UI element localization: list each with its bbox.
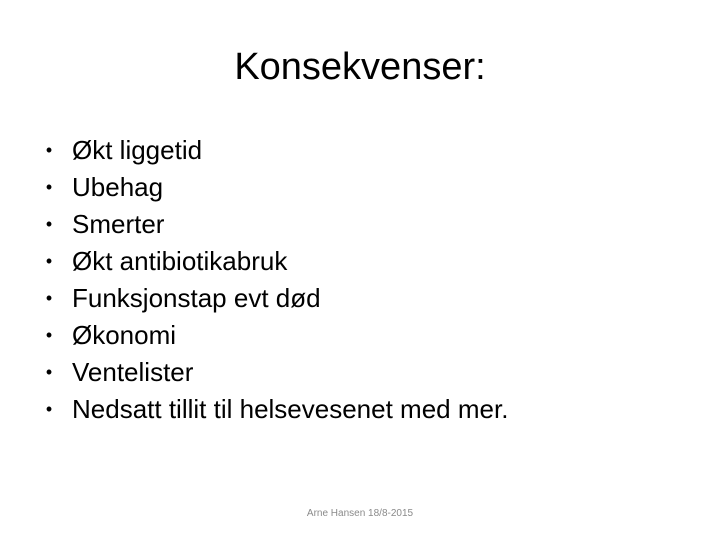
bullet-icon: • (45, 288, 53, 308)
bullet-item-nedsatt-tillit (42, 391, 692, 428)
bullet-icon: • (45, 325, 53, 345)
bullet-item-antibiotikabruk (42, 243, 692, 280)
bullet-item-funksjonstap (42, 280, 692, 317)
slide-footer: Arne Hansen 18/8-2015 (306, 508, 414, 519)
slide-title: Konsekvenser: (234, 46, 486, 88)
bullet-text: Smerter (72, 209, 165, 239)
bullet-text: Økt liggetid (72, 135, 203, 165)
bullet-item-okonomi (42, 317, 692, 354)
bullet-text: Ubehag (72, 172, 164, 202)
bullet-item-smerter (42, 206, 692, 243)
bullet-text: Ventelister (72, 357, 194, 387)
bullet-icon: • (45, 214, 53, 234)
bullet-text: Økonomi (72, 320, 177, 350)
bullet-text: Funksjonstap evt død (72, 283, 321, 313)
bullet-icon: • (45, 140, 53, 160)
bullet-text: Nedsatt tillit til helsevesenet med mer. (72, 394, 509, 424)
bullet-icon: • (45, 362, 53, 382)
bullet-icon: • (45, 399, 53, 419)
bullet-item-okt-liggetid (42, 132, 692, 169)
bullet-item-ubehag (42, 169, 692, 206)
bullet-icon: • (45, 251, 53, 271)
bullet-list (42, 132, 692, 428)
bullet-icon: • (45, 177, 53, 197)
bullet-text: Økt antibiotikabruk (72, 246, 288, 276)
bullet-item-ventelister (42, 354, 692, 391)
